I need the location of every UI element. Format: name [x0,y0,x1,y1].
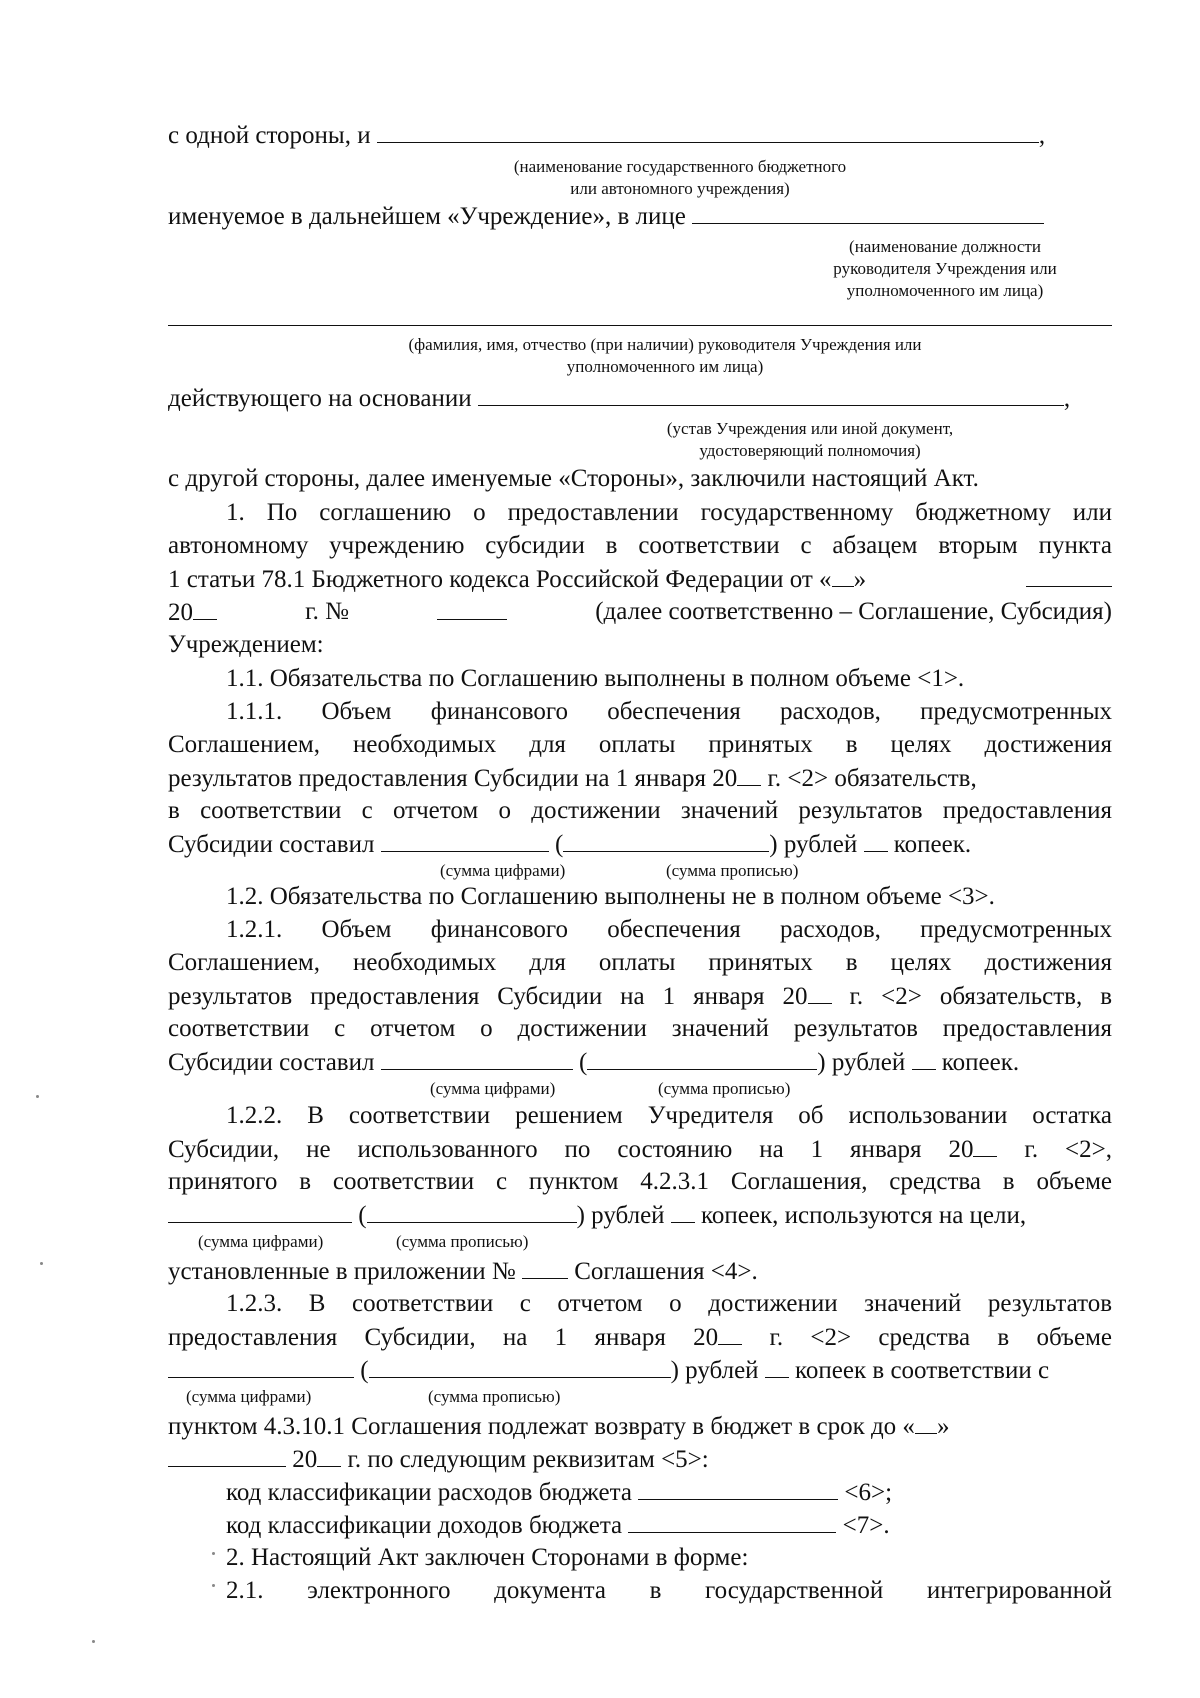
caption-sum-words: (сумма прописью) [396,1232,529,1251]
caption-position: (наименование должности руководителя Учреждения или уполномоченного им лица) [833,237,1057,300]
caption-sum-digits: (сумма цифрами) [198,1232,324,1251]
scan-speck [212,1584,215,1587]
clause-1-2-3-line-5: 20 г. по следующим реквизитам <5>: [168,1444,1112,1475]
expense-code-line: код классификации расходов бюджета <6>; [226,1479,893,1506]
parties-line: с другой стороны, далее именуемые «Стороны», заключили настоящий Акт. [168,465,979,492]
sum-digits-blank[interactable] [381,1047,573,1070]
clause-2-1-line-1: 2.1. электронного документа в государственной интегрированной [226,1577,1112,1604]
income-code-blank[interactable] [628,1510,836,1533]
caption-institution: (наименование государственного бюджетного или автономного учреждения) [513,157,847,198]
clause-1-1-1-line-3: результатов предоставления Субсидии на 1 января 20 г. <2> обязательств, [168,765,977,792]
position-blank[interactable] [692,201,1044,224]
clause-1-2-1-line-2: Соглашением, необходимых для оплаты принятых в целях достижения [168,949,1112,976]
sum-digits-blank[interactable] [168,1200,352,1223]
clause-1-1-1-line-2: Соглашением, необходимых для оплаты принятых в целях достижения [168,731,1112,758]
intro-line-2: именуемое в дальнейшем «Учреждение», в лице [168,201,1112,232]
caption-sum-words: (сумма прописью) [666,861,799,880]
clause-1-2-1-line-1: 1.2.1. Объем финансового обеспечения расходов, предусмотренных [226,916,1112,943]
clause-1-2-3-line-2: предоставления Субсидии, на 1 января 20 г. <2> средства в объеме [168,1324,1112,1351]
caption-sum-digits: (сумма цифрами) [430,1079,556,1098]
institution-name-blank[interactable] [377,120,1039,143]
income-code-line: код классификации доходов бюджета <7>. [226,1512,890,1539]
clause-2: 2. Настоящий Акт заключен Сторонами в форме: [226,1544,749,1571]
clause-1-1-1-line-4: в соответствии с отчетом о достижении значений результатов предоставления [168,797,1112,824]
kopecks-blank[interactable] [912,1047,936,1070]
year-blank[interactable] [193,597,217,620]
year-blank[interactable] [973,1134,997,1157]
full-name-blank[interactable] [168,325,1112,326]
clause-1-1: 1.1. Обязательства по Соглашению выполнены в полном объеме <1>. [226,665,965,692]
year-blank[interactable] [317,1444,341,1467]
clause-1-2-1-line-4: соответствии с отчетом о достижении значений результатов предоставления [168,1015,1112,1042]
clause-1-2-1-line-3: результатов предоставления Субсидии на 1 января 20 г. <2> обязательств, в [168,983,1112,1010]
clause-1-2-2-line-4: ( ) рублей копеек, используются на цели, [168,1200,1112,1231]
caption-sum-words: (сумма прописью) [428,1387,561,1406]
kopecks-blank[interactable] [864,829,888,852]
caption-sum-words: (сумма прописью) [658,1079,791,1098]
year-blank[interactable] [737,763,761,786]
kopecks-blank[interactable] [671,1200,695,1223]
clause-1-2: 1.2. Обязательства по Соглашению выполнены не в полном объеме <3>. [226,883,995,910]
expense-code-blank[interactable] [638,1477,838,1500]
caption-sum-digits: (сумма цифрами) [440,861,566,880]
para-1-line-5: Учреждением: [168,631,324,658]
sum-words-blank[interactable] [367,1200,577,1223]
kopecks-blank[interactable] [765,1355,789,1378]
clause-1-1-1-line-1: 1.1.1. Объем финансового обеспечения расходов, предусмотренных [226,698,1112,725]
sum-digits-blank[interactable] [168,1355,354,1378]
clause-1-2-3-line-4: пунктом 4.3.10.1 Соглашения подлежат возврату в бюджет в срок до « » [168,1413,950,1440]
para-1-line-1: 1. По соглашению о предоставлении государственному бюджетному или [226,499,1112,526]
caption-sum-digits: (сумма цифрами) [186,1387,312,1406]
scan-speck [212,1552,215,1555]
day-blank[interactable] [915,1411,937,1434]
day-blank[interactable] [832,564,854,587]
clause-1-2-2-line-2: Субсидии, не использованного по состоянию на 1 января 20 г. <2>, [168,1136,1113,1163]
clause-1-1-1-line-5: Субсидии составил ( ) рублей копеек. [168,831,972,858]
year-blank[interactable] [718,1322,742,1345]
clause-1-2-2-line-5: установленные в приложении № Соглашения <4>. [168,1258,758,1285]
sum-words-blank[interactable] [587,1047,817,1070]
agreement-number-blank[interactable] [437,597,507,620]
intro-line-1: с одной стороны, и , [168,122,1046,149]
scan-speck [92,1640,95,1643]
scan-speck [36,1095,39,1098]
clause-1-2-3-line-3: ( ) рублей копеек в соответствии с [168,1355,1112,1386]
clause-1-2-3-line-1: 1.2.3. В соответствии с отчетом о достижении значений результатов [226,1290,1112,1317]
clause-1-2-1-line-5: Субсидии составил ( ) рублей копеек. [168,1049,1020,1076]
sum-words-blank[interactable] [563,829,769,852]
basis-document-blank[interactable] [478,383,1064,406]
sum-words-blank[interactable] [369,1355,671,1378]
clause-1-2-2-line-3: принятого в соответствии с пунктом 4.2.3.1 Соглашения, средства в объеме [168,1168,1112,1195]
para-1-line-3: 1 статьи 78.1 Бюджетного кодекса Российской Федерации от « » [168,564,1112,595]
intro-line-3: действующего на основании , [168,385,1071,412]
annex-number-blank[interactable] [522,1256,568,1279]
para-1-line-4: 20 г. № (далее соответственно – Соглашение, Субсидия) [168,598,1112,626]
sum-digits-blank[interactable] [381,829,549,852]
caption-full-name: (фамилия, имя, отчество (при наличии) руководителя Учреждения или уполномоченного им лица) [408,335,922,376]
month-blank[interactable] [1026,564,1112,587]
year-blank[interactable] [808,981,832,1004]
scan-speck [40,1262,43,1265]
clause-1-2-2-line-1: 1.2.2. В соответствии решением Учредителя об использовании остатка [226,1102,1112,1129]
para-1-line-2: автономному учреждению субсидии в соответствии с абзацем вторым пункта [168,532,1112,559]
month-blank[interactable] [168,1444,286,1467]
caption-basis: (устав Учреждения или иной документ, удостоверяющий полномочия) [666,419,954,460]
